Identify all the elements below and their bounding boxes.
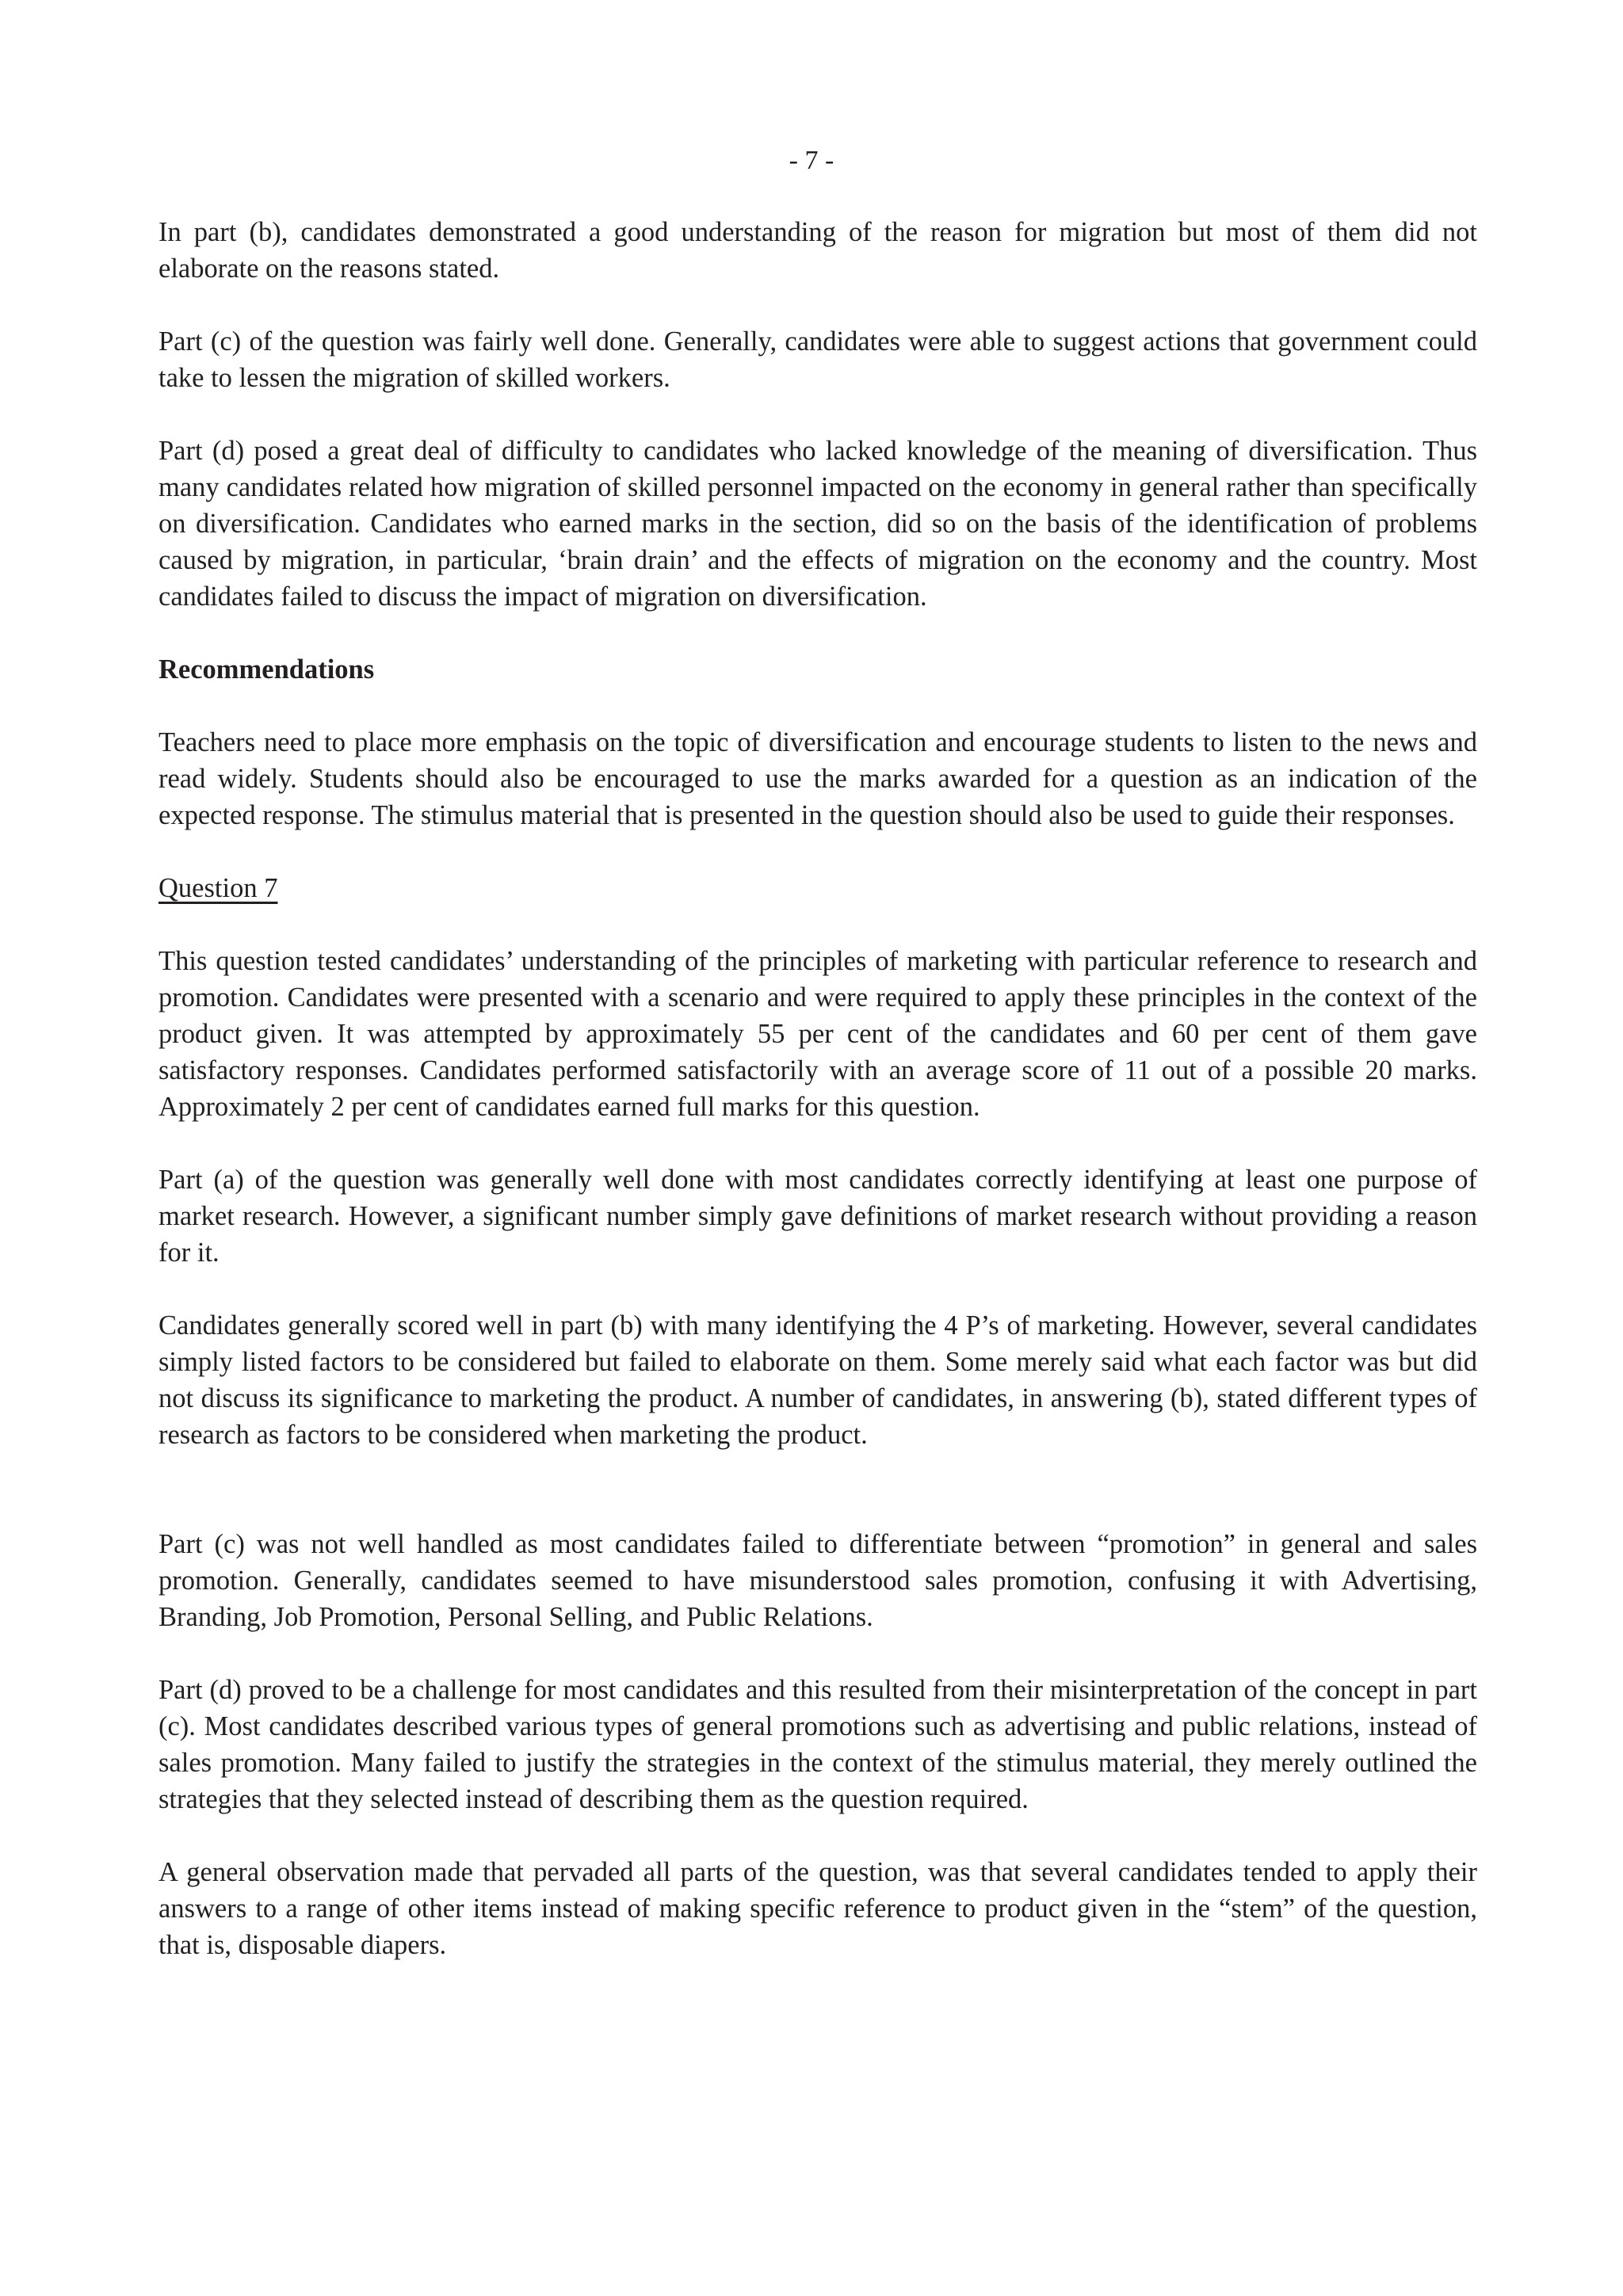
page-number: - 7 -	[789, 146, 834, 175]
q7-overview-paragraph: This question tested candidates’ understanding of the principles of marketing with particular reference to research and promotion. Candidates were presented with a scenario and were required to apply these principles in the context of the product given. It was attempted by approximately 55 per cent of the candidates and 60 per cent of them gave satisfactory responses. Candidates performed satisfactorily with an average score of 11 out of a possible 20 marks. Approximately 2 per cent of candidates earned full marks for this question.	[158, 946, 1477, 1122]
q7-general-observation-paragraph: A general observation made that pervaded all parts of the question, was that several candidates tended to apply their answers to a range of other items instead of making specific reference to product given in the “stem” of the question, that is, disposable diapers.	[158, 1857, 1477, 1960]
q7-part-c-paragraph: Part (c) was not well handled as most candidates failed to differentiate between “promotion” in general and sales promotion. Generally, candidates seemed to have misunderstood sales promotion, confusing it with Advertising, Branding, Job Promotion, Personal Selling, and Public Relations.	[158, 1529, 1477, 1632]
recommendations-heading: Recommendations	[158, 654, 375, 685]
recommendations-text: Teachers need to place more emphasis on the topic of diversification and encourage students to listen to the news and read widely. Students should also be encouraged to use the marks awarded for a question as an indication of the expected response. The stimulus material that is presented in the question should also be used to guide their responses.	[158, 727, 1477, 830]
q7-part-b-paragraph: Candidates generally scored well in part (b) with many identifying the 4 P’s of marketing. However, several candidates simply listed factors to be considered but failed to elaborate on them. Some merely said what each factor was but did not discuss its significance to marketing the product. A number of candidates, in answering (b), stated different types of research as factors to be considered when marketing the product.	[158, 1310, 1477, 1450]
paragraph-part-c: Part (c) of the question was fairly well done. Generally, candidates were able to suggest actions that government could take to lessen the migration of skilled workers.	[158, 326, 1477, 393]
page-content	[158, 214, 1477, 2000]
q7-part-d-paragraph: Part (d) proved to be a challenge for most candidates and this resulted from their misinterpretation of the concept in part (c). Most candidates described various types of general promotions such as advertising and public relations, instead of sales promotion. Many failed to justify the strategies in the context of the stimulus material, they merely outlined the strategies that they selected instead of describing them as the question required.	[158, 1675, 1477, 1814]
paragraph-part-b: In part (b), candidates demonstrated a good understanding of the reason for migration but most of them did not elaborate on the reasons stated.	[158, 217, 1477, 284]
question-7-heading: Question 7	[158, 873, 278, 903]
paragraph-part-d: Part (d) posed a great deal of difficulty to candidates who lacked knowledge of the meaning of diversification. Thus many candidates related how migration of skilled personnel impacted on the economy in general rather than specifically on diversification. Candidates who earned marks in the section, did so on the basis of the identification of problems caused by migration, in particular, ‘brain drain’ and the effects of migration on the economy and the country. Most candidates failed to discuss the impact of migration on diversification.	[158, 436, 1477, 612]
q7-part-a-paragraph: Part (a) of the question was generally well done with most candidates correctly identifying at least one purpose of market research. However, a significant number simply gave definitions of market research without providing a reason for it.	[158, 1165, 1477, 1268]
